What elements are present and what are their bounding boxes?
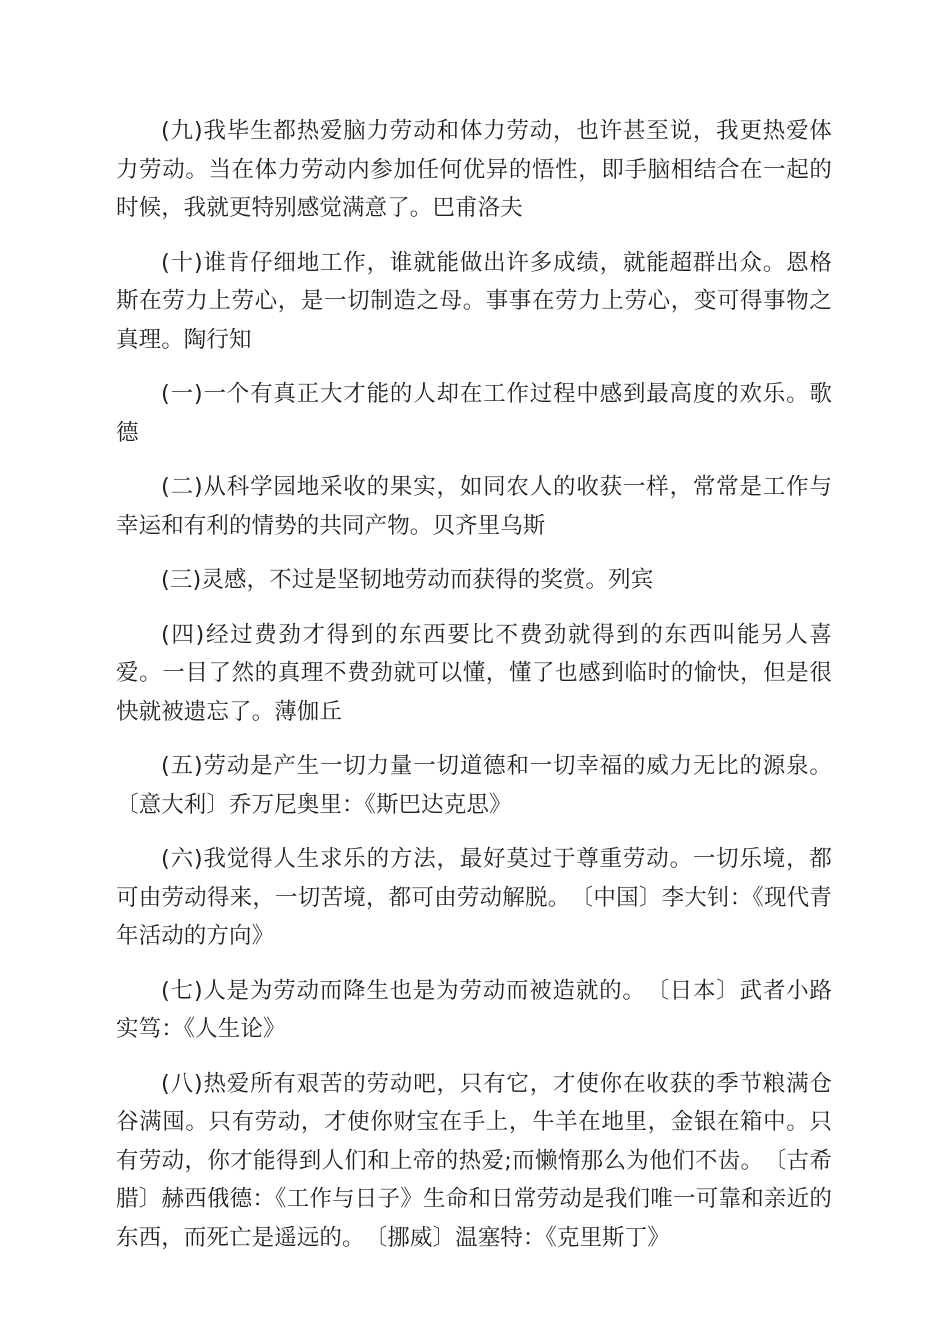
paragraph-quote-8: (八)热爱所有艰苦的劳动吧，只有它，才使你在收获的季节粮满仓谷满囤。只有劳动，才使你财宝在手上，牛羊在地里，金银在箱中。只有劳动，你才能得到人们和上帝的热爱;而懒惰那么为他们不齿。 〔古希腊〕赫西俄德：《工作与日子》生命和日常劳动是我们唯一可靠和亲近的东西，而死亡是遥远的。 〔挪威〕温塞特：《克里斯丁》 — [116, 1070, 832, 1251]
paragraph-quote-2: (二)从科学园地采收的果实，如同农人的收获一样，常常是工作与幸运和有利的情势的共同产物。贝齐里乌斯 — [116, 474, 832, 539]
document-body — [116, 112, 832, 1273]
paragraph-quote-5: (五)劳动是产生一切力量一切道德和一切幸福的威力无比的源泉。〔意大利〕乔万尼奥里：《斯巴达克思》 — [116, 753, 832, 818]
paragraph-quote-6: (六)我觉得人生求乐的方法，最好莫过于尊重劳动。一切乐境，都可由劳动得来，一切苦境，都可由劳动解脱。 〔中国〕李大钊：《现代青年活动的方向》 — [116, 846, 832, 949]
paragraph-quote-1: (一)一个有真正大才能的人却在工作过程中感到最高度的欢乐。歌德 — [116, 381, 832, 446]
paragraph-quote-9: (九)我毕生都热爱脑力劳动和体力劳动，也许甚至说，我更热爱体力劳动。当在体力劳动内参加任何优异的悟性，即手脑相结合在一起的时候，我就更特别感觉满意了。巴甫洛夫 — [116, 118, 832, 221]
paragraph-quote-10: (十)谁肯仔细地工作，谁就能做出许多成绩，就能超群出众。恩格斯在劳力上劳心，是一切制造之母。事事在劳力上劳心，变可得事物之真理。陶行知 — [116, 249, 832, 353]
paragraph-quote-7: (七)人是为劳动而降生也是为劳动而被造就的。 〔日本〕武者小路实笃：《人生论》 — [116, 977, 832, 1042]
paragraph-quote-3: (三)灵感，不过是坚韧地劳动而获得的奖赏。列宾 — [161, 567, 654, 593]
paragraph-quote-4: (四)经过费劲才得到的东西要比不费劲就得到的东西叫能另人喜爱。一目了然的真理不费劲就可以懂，懂了也感到临时的愉快，但是很快就被遗忘了。薄伽丘 — [116, 621, 832, 725]
